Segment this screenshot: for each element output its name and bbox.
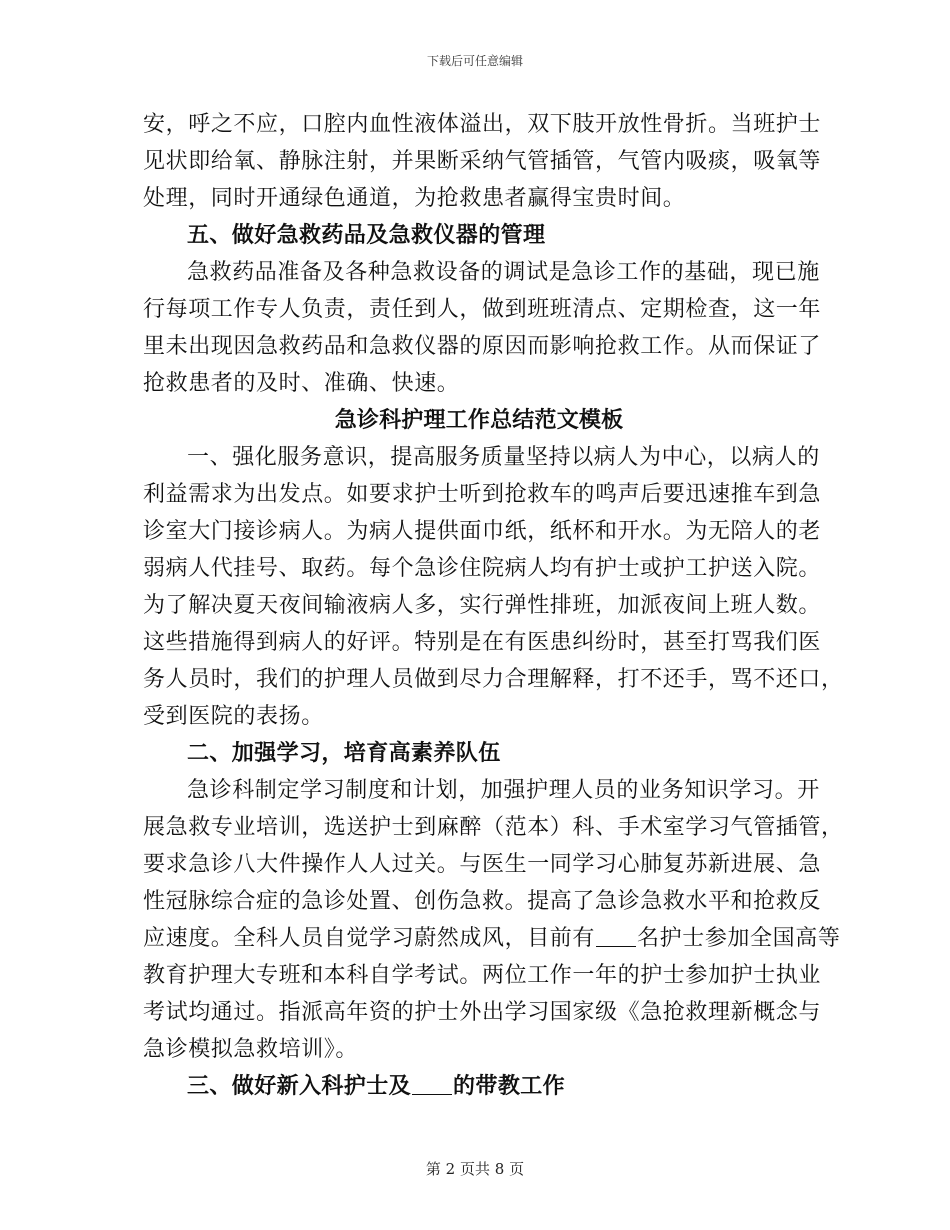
document-body: [143, 106, 844, 1105]
heading-segment: 三、做好新入科护士及: [187, 1073, 412, 1099]
body-line: 考试均通过。指派高年资的护士外出学习国家级《急抢救理新概念与: [143, 1000, 822, 1025]
body-line: 安，呼之不应，口腔内血性液体溢出，双下肢开放性骨折。当班护士: [143, 112, 822, 137]
body-line: 教育护理大专班和本科自学考试。两位工作一年的护士参加护士执业: [143, 963, 822, 988]
body-line: 处理，同时开通绿色通道，为抢救患者赢得宝贵时间。: [143, 186, 686, 211]
body-line: 里未出现因急救药品和急救仪器的原因而影响抢救工作。从而保证了: [143, 334, 822, 359]
body-line: 为了解决夏天夜间输液病人多，实行弹性排班，加派夜间上班人数。: [143, 593, 822, 618]
section-heading-3: [143, 1068, 815, 1105]
body-line-with-blank: [143, 920, 841, 957]
body-line: 务人员时，我们的护理人员做到尽力合理解释，打不还手，骂不还口，: [143, 667, 844, 692]
body-line: 见状即给氧、静脉注射，并果断采纳气管插管，气管内吸痰，吸氧等: [143, 149, 822, 174]
body-line: 急诊科制定学习制度和计划，加强护理人员的业务知识学习。开: [187, 778, 820, 803]
section-heading-2: 二、加强学习，培育高素养队伍: [187, 740, 501, 766]
body-line: 弱病人代挂号、取药。每个急诊住院病人均有护士或护工护送入院。: [143, 556, 822, 581]
line-segment: 名护士参加全国高等: [637, 926, 841, 951]
body-line: 一、强化服务意识，提高服务质量坚持以病人为中心，以病人的: [187, 445, 820, 470]
body-line: 抢救患者的及时、准确、快速。: [143, 371, 460, 396]
page-header: 下载后可任意编辑: [426, 54, 523, 68]
body-line: 要求急诊八大件操作人人过关。与医生一同学习心肺复苏新进展、急: [143, 852, 822, 877]
body-line: 展急救专业培训，选送护士到麻醉（范本）科、手术室学习气管插管，: [143, 815, 844, 840]
body-line: 这些措施得到病人的好评。特别是在有医患纠纷时，甚至打骂我们医: [143, 630, 822, 655]
body-line: 性冠脉综合症的急诊处置、创伤急救。提高了急诊急救水平和抢救反: [143, 889, 822, 914]
section-heading-5: 五、做好急救药品及急救仪器的管理: [187, 222, 546, 248]
body-line: 行每项工作专人负责，责任到人，做到班班清点、定期检查，这一年: [143, 297, 822, 322]
heading-segment: 的带教工作: [453, 1073, 566, 1099]
fill-in-blank: [596, 926, 636, 947]
body-line: 急诊模拟急救培训》。: [143, 1037, 359, 1062]
body-line: 受到医院的表扬。: [143, 704, 324, 729]
body-line: 急救药品准备及各种急救设备的调试是急诊工作的基础，现已施: [187, 260, 820, 285]
fill-in-blank: [412, 1074, 452, 1095]
line-segment: 应速度。全科人员自觉学习蔚然成风，目前有: [143, 926, 596, 951]
body-line: 利益需求为出发点。如要求护士听到抢救车的鸣声后要迅速推车到急: [143, 482, 822, 507]
body-line: 诊室大门接诊病人。为病人提供面巾纸，纸杯和开水。为无陪人的老: [143, 519, 822, 544]
document-title: 急诊科护理工作总结范文模板: [334, 407, 624, 433]
page-number-footer: 第 2 页共 8 页: [425, 1160, 525, 1178]
